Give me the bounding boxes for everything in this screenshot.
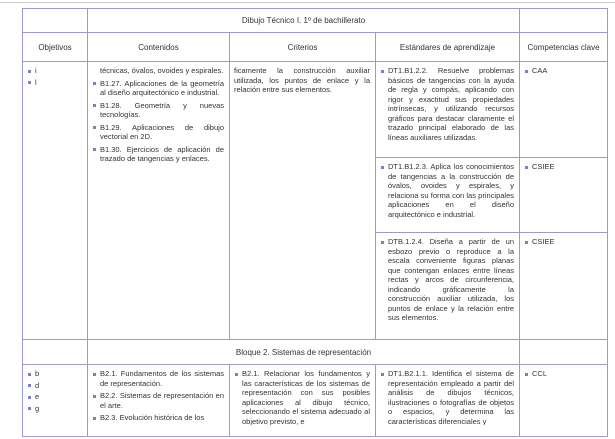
block2-section-row — [23, 340, 608, 365]
estandar-list — [380, 66, 514, 142]
bullet-icon — [93, 417, 96, 420]
estandar-cell — [376, 62, 520, 158]
block1-criterios-cell — [230, 62, 376, 340]
bullet-icon — [381, 70, 384, 73]
block2-competencia-cell — [520, 365, 608, 437]
list-item — [524, 369, 602, 379]
column-header-competencias: Competencias clave — [520, 33, 608, 62]
list-item — [92, 369, 224, 388]
block1-objetivos-cell — [23, 62, 88, 340]
bullet-icon — [28, 396, 31, 399]
list-item — [524, 66, 602, 76]
list-item — [27, 381, 82, 391]
estandar-text: DTB.1.2.4. Diseña a partir de un esbozo previo o reproduce a la escala conveniente figuras planas que contengan enlaces entre líneas rectas y arcos de circunferencia, indicando gráficamente la construcción auxiliar utilizada, los puntos de enlace y la relación entre sus elementos. — [388, 237, 515, 322]
bullet-icon — [28, 373, 31, 376]
contenidos-list — [92, 79, 224, 164]
estandar-list — [380, 369, 514, 425]
bullet-icon — [28, 407, 31, 410]
page-edge-divider — [0, 2, 615, 3]
list-item — [234, 369, 370, 425]
column-header-contenidos: Contenidos — [88, 33, 230, 62]
title-row-right-empty-cell — [520, 9, 608, 33]
list-item — [380, 66, 514, 142]
block2-criterios-cell — [230, 365, 376, 437]
block2-content-row — [23, 365, 608, 437]
competencia-list — [524, 162, 602, 172]
contenido-text: B1.30. Ejercicios de aplicación de trazado de tangencias y enlaces. — [100, 144, 224, 163]
competencia-cell — [520, 158, 608, 233]
bullet-icon — [93, 126, 96, 129]
estandar-list — [380, 237, 514, 323]
bullet-icon — [381, 166, 384, 169]
block2-section-title: Bloque 2. Sistemas de representación — [88, 340, 520, 365]
list-item — [380, 369, 514, 425]
estandar-text: DT1.B2.1.1. Identifica el sistema de representación empleado a partir del análisis de dibujos técnicos, ilustraciones o fotografías de objetos o espacios, y determina las características diferenciales y — [388, 369, 515, 425]
list-item — [27, 392, 82, 402]
list-item — [92, 79, 224, 98]
competencia-badge: CSIEE — [532, 162, 555, 171]
contenidos-continuation-text: técnicas, óvalos, ovoides y espirales. — [100, 66, 224, 75]
column-header-criterios: Criterios — [230, 33, 376, 62]
bullet-icon — [93, 104, 96, 107]
list-item — [92, 391, 224, 410]
objetivo-label: l — [35, 77, 37, 87]
contenido-text: B1.27. Aplicaciones de la geometría al diseño arquitectónico e industrial. — [100, 78, 224, 97]
bullet-icon — [381, 373, 384, 376]
list-item — [27, 369, 82, 379]
bullet-icon — [93, 148, 96, 151]
bullet-icon — [525, 373, 528, 376]
objetivo-label: e — [35, 392, 40, 401]
bullet-icon — [525, 166, 528, 169]
bullet-icon — [28, 384, 31, 387]
block2-row-right-empty-cell — [520, 340, 608, 365]
bullet-icon — [381, 241, 384, 244]
contenido-text: B2.1. Fundamentos de los sistemas de representación. — [100, 369, 224, 388]
block1-contenidos-cell — [88, 62, 230, 340]
competencia-cell — [520, 233, 608, 340]
title-row-left-empty-cell — [23, 9, 88, 33]
bullet-icon — [93, 82, 96, 85]
estandar-cell — [376, 233, 520, 340]
criterios-list — [234, 369, 370, 425]
bullet-icon — [93, 395, 96, 398]
estandar-list — [380, 162, 514, 219]
list-item — [27, 78, 82, 88]
competencia-cell — [520, 62, 608, 158]
objetivos-list — [27, 66, 82, 87]
estandar-text: DT1.B1.2.2. Resuelve problemas básicos de tangencias con la ayuda de regla y compás, aplicando con rigor y exactitud sus propiedades intrínsecas, y utilizando recursos gráficos para destacar claramente el trazado principal elaborado de las líneas auxiliares utilizadas. — [388, 66, 515, 142]
competencia-badge: CCL — [532, 369, 548, 378]
block2-contenidos-cell — [88, 365, 230, 437]
curriculum-table — [22, 8, 608, 437]
competencia-list — [524, 66, 602, 76]
criterio-text: B2.1. Relacionar los fundamentos y las características de los sistemas de representación con sus posibles aplicaciones al dibujo técnico, seleccionando el sistema adecuado al objetivo previsto, e — [242, 369, 370, 425]
competencia-badge: CAA — [532, 66, 548, 75]
list-item — [92, 413, 224, 423]
list-item — [92, 145, 224, 164]
criterios-continuation-text: ficamente la construcción auxiliar utilizada, los puntos de enlace y la relación entre sus elementos. — [234, 66, 370, 94]
column-header-estandares: Estándares de aprendizaje — [376, 33, 520, 62]
objetivo-label: i — [35, 66, 37, 75]
list-item — [27, 66, 82, 76]
competencia-badge: CSIEE — [532, 237, 555, 246]
list-item — [92, 101, 224, 120]
list-item — [380, 162, 514, 219]
block2-estandar-cell — [376, 365, 520, 437]
list-item — [524, 162, 602, 172]
bullet-icon — [28, 81, 31, 84]
objetivo-label: b — [35, 369, 40, 378]
bullet-icon — [235, 373, 238, 376]
list-item — [27, 404, 82, 414]
block1-subrow-1 — [23, 62, 608, 158]
contenido-text: B2.2. Sistemas de representación en el arte. — [100, 391, 224, 410]
contenido-text: B1.28. Geometría y nuevas tecnologías. — [100, 100, 224, 119]
contenido-text: B1.29. Aplicaciones de dibujo vectorial en 2D. — [100, 122, 224, 141]
bullet-icon — [28, 70, 31, 73]
list-item — [524, 237, 602, 247]
page-title: Dibujo Técnico I. 1º de bachillerato — [88, 9, 520, 33]
contenido-text: B2.3. Evolución histórica de los — [100, 413, 205, 422]
bullet-icon — [525, 70, 528, 73]
bullet-icon — [93, 373, 96, 376]
competencia-list — [524, 369, 602, 379]
contenidos-list — [92, 369, 224, 423]
objetivos-list — [27, 369, 82, 413]
list-item — [92, 123, 224, 142]
objetivo-label: d — [35, 380, 40, 390]
estandar-cell — [376, 158, 520, 233]
table-title-row — [23, 9, 608, 33]
block2-row-left-empty-cell — [23, 340, 88, 365]
estandar-text: DT1.B1.2.3. Aplica los conocimientos de tangencias a la construcción de óvalos, ovoides y espirales, y relaciona su forma con las principales aplicaciones en el diseño arquitectónico e industrial. — [388, 162, 515, 219]
block2-objetivos-cell — [23, 365, 88, 437]
list-item — [380, 237, 514, 323]
competencia-list — [524, 237, 602, 247]
bullet-icon — [525, 241, 528, 244]
column-header-row — [23, 33, 608, 62]
objetivo-label: g — [35, 403, 40, 413]
column-header-objetivos: Objetivos — [23, 33, 88, 62]
